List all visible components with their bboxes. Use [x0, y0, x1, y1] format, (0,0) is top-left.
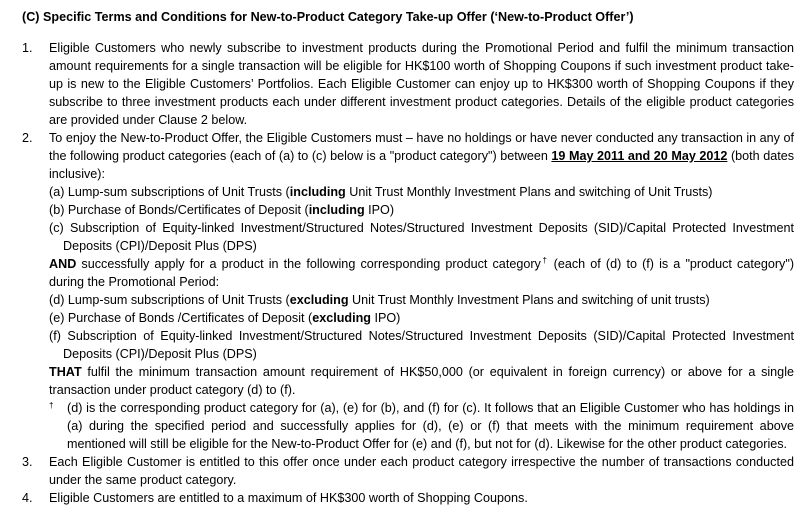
category-b: (b) Purchase of Bonds/Certificates of Deposit (including IPO) — [49, 203, 395, 217]
dagger-mark: † — [540, 255, 549, 265]
section-heading: (C) Specific Terms and Conditions for New-to-Product Category Take-up Offer (‘New-to-Product Offer’) — [22, 10, 634, 24]
clause-number: 3. — [22, 455, 33, 469]
clause-text: Eligible Customers are entitled to a maximum of HK$300 worth of Shopping Coupons. — [49, 491, 528, 505]
category-c: (c) Subscription of Equity-linked Investment/Structured Notes/Structured Investment Deposits (SID)/Capital Protected Investment Deposits (CPI)/Deposit Plus (DPS) — [49, 221, 794, 253]
clause-intro: To enjoy the New-to-Product Offer, the Eligible Customers must – have no holdings or have never conducted any transaction in any of the following product categories (each of (a) to (c) below is a "product category") between 19 May 2011 and 20 May 2012 (both dates inclusive): — [49, 131, 795, 181]
that-condition: THAT fulfil the minimum transaction amount requirement of HK$50,000 (or equivalent in foreign currency) or above for a single transaction under product category (d) to (f). — [49, 365, 794, 397]
category-e: (e) Purchase of Bonds /Certificates of Deposit (excluding IPO) — [49, 311, 401, 325]
clause-number: 2. — [22, 131, 33, 145]
clause-3 — [22, 453, 794, 489]
clause-1 — [22, 39, 794, 129]
date-range: 19 May 2011 and 20 May 2012 — [551, 149, 728, 163]
clause-body — [49, 129, 794, 453]
category-a: (a) Lump-sum subscriptions of Unit Trusts (including Unit Trust Monthly Investment Plans and switching of Unit Trusts) — [49, 185, 713, 199]
footnote-dagger: † — [49, 401, 54, 410]
footnote — [49, 399, 794, 453]
footnote-text: (d) is the corresponding product category for (a), (e) for (b), and (f) for (c). It follows that an Eligible Customer who has holdings in (a) during the specified period and successfully applies for (d), (e) or (f) that meets with the minimum requirement above mentioned will still be eligible for the New-to-Product Offer for (e) and (f), but not for (d). Likewise for the other product categories. — [67, 401, 794, 451]
clause-text: Each Eligible Customer is entitled to this offer once under each product category irrespective the number of transactions conducted under the same product category. — [49, 455, 794, 487]
category-f: (f) Subscription of Equity-linked Investment/Structured Notes/Structured Investment Deposits (SID)/Capital Protected Investment Deposits (CPI)/Deposit Plus (DPS) — [49, 329, 794, 361]
and-condition: AND successfully apply for a product in the following corresponding product category† (each of (d) to (f) is a "product category") during the Promotional Period: — [49, 255, 795, 289]
clause-number: 1. — [22, 41, 33, 55]
clause-4 — [22, 489, 794, 507]
clause-text: Eligible Customers who newly subscribe to investment products during the Promotional Period and fulfil the minimum transaction amount requirements for a single transaction will be eligible for HK$100 worth of Shopping Coupons if such investment product take-up is new to the Eligible Customers’ Portfolios. Each Eligible Customer can enjoy up to HK$300 worth of Shopping Coupons if they subscribe to three investment products each under different investment product categories. Details of the eligible product categories are provided under Clause 2 below. — [49, 41, 794, 127]
clause-2 — [22, 129, 794, 453]
clause-number: 4. — [22, 491, 33, 505]
category-d: (d) Lump-sum subscriptions of Unit Trusts (excluding Unit Trust Monthly Investment Plans and switching of unit trusts) — [49, 293, 710, 307]
